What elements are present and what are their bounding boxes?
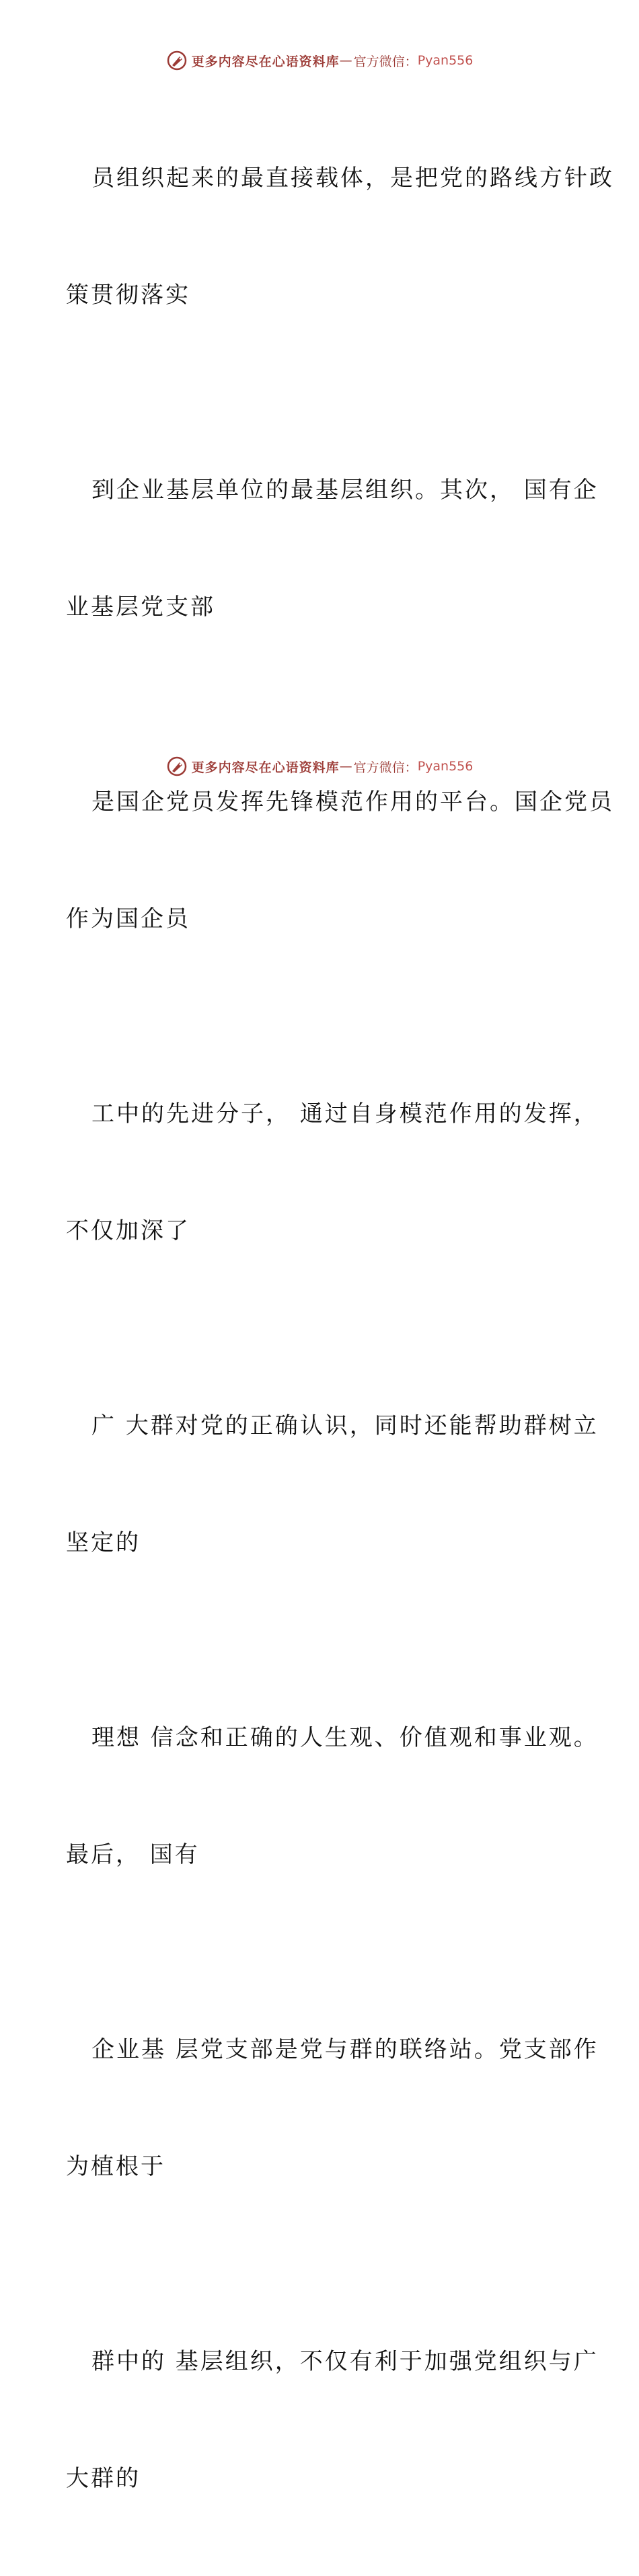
footer-separator: — xyxy=(339,759,352,774)
paragraph-line: 群中的 基层组织，不仅有利于加强党组织与广 xyxy=(91,2348,599,2375)
paragraph-line: 作为国企员 xyxy=(66,905,190,932)
page-footer xyxy=(0,753,639,780)
paragraph xyxy=(66,393,599,705)
paragraph-line: 业基层党支部 xyxy=(66,594,215,620)
paragraph-line: 是国企党员发挥先锋模范作用的平台。国企党员 xyxy=(91,789,614,815)
pen-nib-logo-icon xyxy=(166,50,188,71)
document-body xyxy=(66,81,614,2576)
footer-wechat-id: Pyan556 xyxy=(417,759,474,774)
paragraph-line: 工中的先进分子， 通过自身模范作用的发挥， xyxy=(91,1100,599,1127)
paragraph xyxy=(66,705,614,1016)
paragraph-line: 到企业基层单位的最基层组织。其次， 国有企 xyxy=(91,477,599,504)
paragraph-line: 企业基 层党支部是党与群的联络站。党支部作 xyxy=(91,2036,599,2063)
paragraph-line: 员组织起来的最直接载体，是把党的路线方针政 xyxy=(91,165,614,192)
footer-wechat-label: 官方微信： xyxy=(353,760,418,775)
paragraph-line: 策贯彻落实 xyxy=(66,282,190,309)
paragraph xyxy=(66,1952,599,2264)
header-wechat-id: Pyan556 xyxy=(417,53,474,68)
paragraph-line: 理想 信念和正确的人生观、价值观和事业观。 xyxy=(91,1724,599,1751)
paragraph-line: 坚定的 xyxy=(66,1529,141,1556)
header-brand: 更多内容尽在心语资料库 xyxy=(191,54,340,69)
paragraph xyxy=(66,1328,599,1640)
header-wechat-label: 官方微信： xyxy=(353,54,418,69)
paragraph xyxy=(66,1640,599,1952)
paragraph-line: 不仅加深了 xyxy=(66,1217,190,1244)
paragraph-line: 大群的 xyxy=(66,2465,141,2492)
paragraph-line: 最后， 国有 xyxy=(66,1841,200,1868)
header-separator: — xyxy=(339,53,352,68)
paragraph xyxy=(66,2264,599,2576)
paragraph-line: 为植根于 xyxy=(66,2153,165,2180)
paragraph xyxy=(66,81,614,393)
page-header xyxy=(0,47,639,74)
pen-nib-logo-icon xyxy=(166,756,188,777)
paragraph-line: 广 大群对党的正确认识，同时还能帮助群树立 xyxy=(91,1412,599,1439)
footer-brand: 更多内容尽在心语资料库 xyxy=(191,760,340,775)
paragraph xyxy=(66,1016,599,1328)
